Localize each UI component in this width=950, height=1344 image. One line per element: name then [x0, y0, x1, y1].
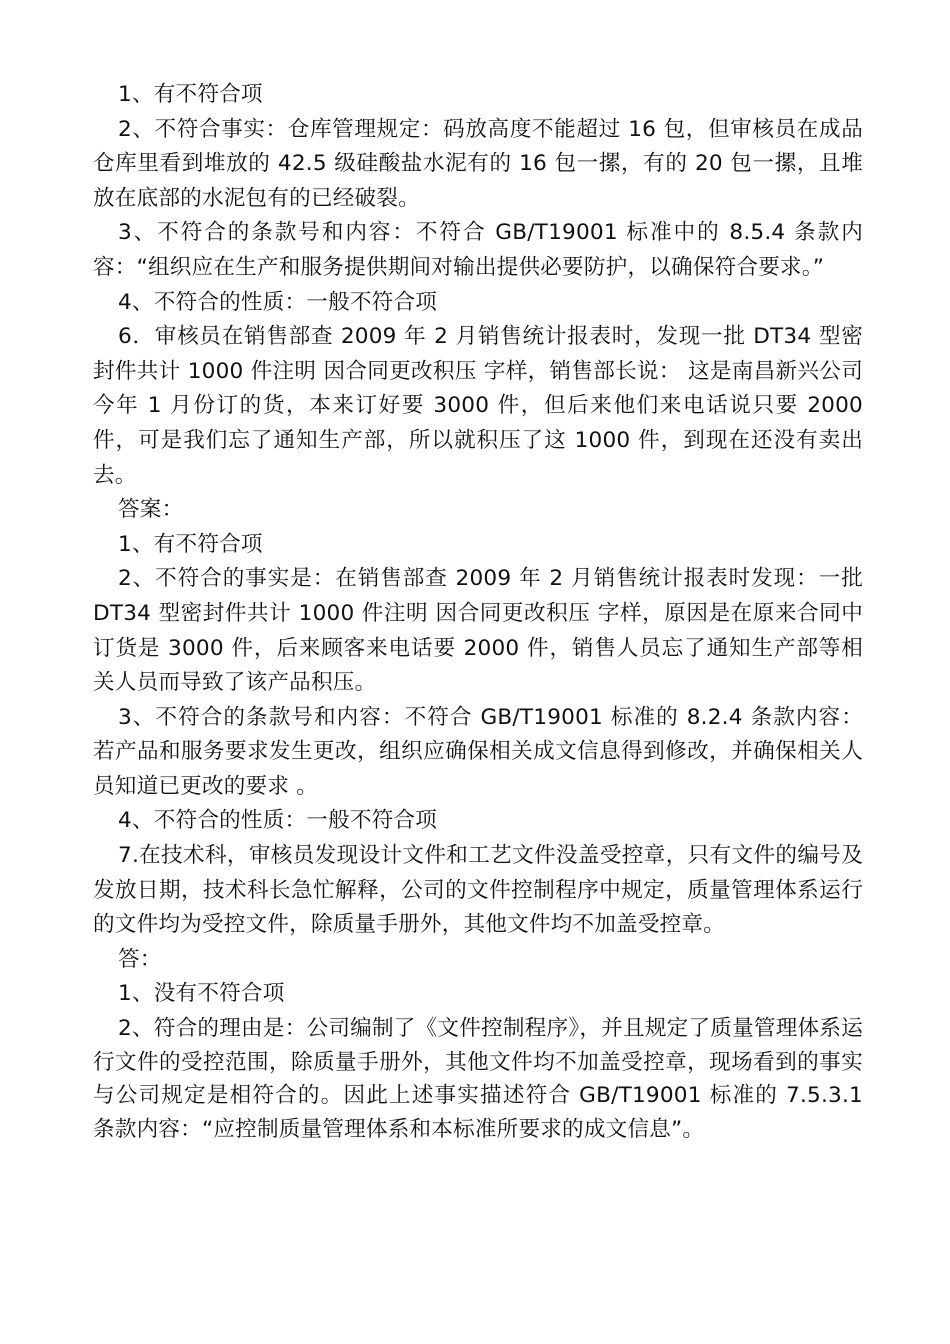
nature-paragraph: 4、不符合的性质：一般不符合项 [118, 289, 438, 315]
list-item: 1、有不符合项 [118, 531, 263, 557]
list-item: 1、有不符合项 [118, 82, 263, 107]
case-6-paragraph: 6．审核员在销售部查 2009 年 2 月销售统计报表时，发现一批 DT34 型密封件共计 1000 件注明 因合同更改积压 字样，销售部长说： 这是南昌新兴公司今年 1 月份订的货，本来订好要 3000 件，但后来他们来电话说只要 2000 件，可是我们忘了通知生产部，所以就积压了这 1000 件，到现在还没有卖出去。 [93, 324, 863, 488]
finding-fact-paragraph: 2、不符合的事实是：在销售部查 2009 年 2 月销售统计报表时发现：一批 DT34 型密封件共计 1000 件注明 因合同更改积压 字样，原因是在原来合同中订货是 3000 件，后来顾客来电话要 2000 件，销售人员忘了通知生产部等相关人员而导致了该产品积压。 [93, 566, 863, 696]
finding-fact-paragraph: 2、不符合事实：仓库管理规定：码放高度不能超过 16 包，但审核员在成品仓库里看到堆放的 42.5 级硅酸盐水泥有的 16 包一摞，有的 20 包一摞，且堆放在底部的水泥包有的已经破裂。 [93, 116, 863, 211]
clause-paragraph: 3、不符合的条款号和内容：不符合 GB/T19001 标准的 8.2.4 条款内容： 若产品和服务要求发生更改，组织应确保相关成文信息得到修改，并确保相关人员知道已更改的要求 。 [93, 704, 863, 799]
document-body [93, 78, 863, 1146]
clause-paragraph: 3、不符合的条款号和内容：不符合 GB/T19001 标准中的 8.5.4 条款内容：“组织应在生产和服务提供期间对输出提供必要防护，以确保符合要求。” [93, 220, 863, 280]
answer-heading: 答案： [118, 497, 184, 523]
case-7-paragraph: 7.在技术科，审核员发现设计文件和工艺文件没盖受控章，只有文件的编号及发放日期，技术科长急忙解释，公司的文件控制程序中规定，质量管理体系运行的文件均为受控文件，除质量手册外，其他文件均不加盖受控章。 [93, 843, 863, 938]
answer-heading: 答： [118, 946, 162, 972]
conformity-reason-paragraph: 2、符合的理由是：公司编制了《文件控制程序》，并且规定了质量管理体系运行文件的受控范围，除质量手册外，其他文件均不加盖受控章，现场看到的事实与公司规定是相符合的。因此上述事实描述符合 GB/T19001 标准的 7.5.3.1 条款内容：“应控制质量管理体系和本标准所要求的成文信息”。 [93, 1016, 863, 1142]
list-item: 1、没有不符合项 [118, 981, 285, 1007]
nature-paragraph: 4、不符合的性质：一般不符合项 [118, 808, 438, 834]
